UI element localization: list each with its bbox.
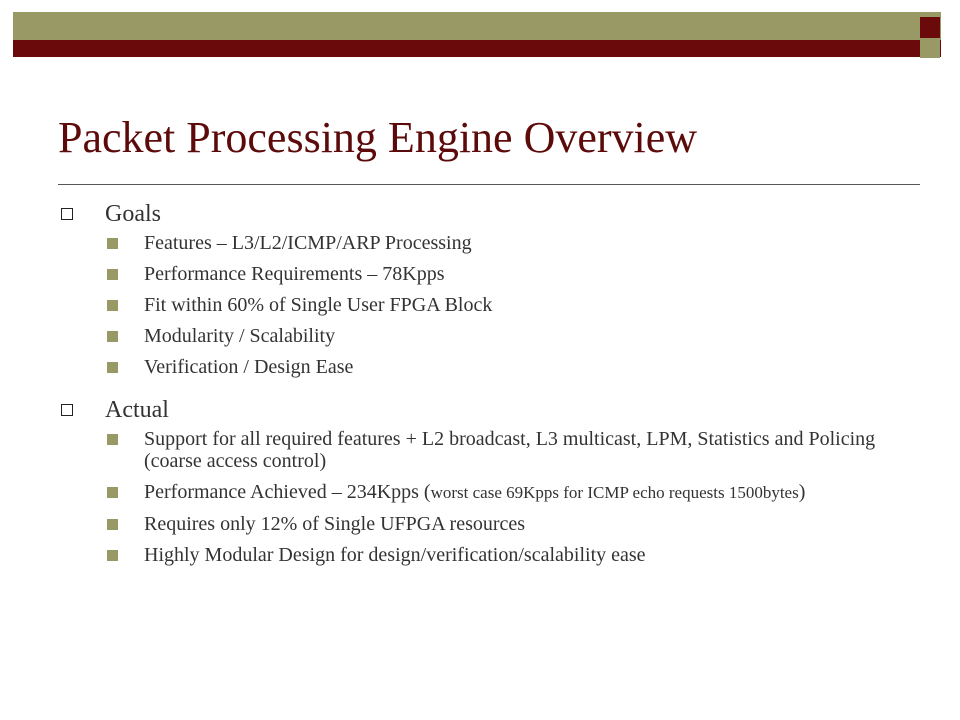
list-item-text: Performance Requirements – 78Kpps [144, 263, 445, 285]
list-item [58, 325, 918, 347]
filled-square-bullet-icon [107, 487, 118, 498]
slide-body [58, 196, 918, 575]
section-goals [58, 196, 918, 378]
list-item [58, 544, 918, 566]
hollow-square-bullet-icon [61, 404, 73, 416]
corner-square-maroon [920, 17, 940, 38]
section-actual [58, 392, 918, 566]
list-item-text: Verification / Design Ease [144, 356, 354, 378]
list-item [58, 481, 918, 504]
corner-square-olive [920, 40, 940, 58]
goals-list [58, 232, 918, 378]
filled-square-bullet-icon [107, 550, 118, 561]
list-item-text: Fit within 60% of Single User FPGA Block [144, 294, 493, 316]
list-item-text: Requires only 12% of Single UFPGA resources [144, 513, 526, 535]
filled-square-bullet-icon [107, 434, 118, 445]
list-item-text [144, 481, 918, 504]
bullet-goals [58, 196, 918, 232]
list-item-text-tail: ) [798, 481, 806, 503]
list-item-text-small: worst case 69Kpps for ICMP echo requests 1500bytes [430, 483, 799, 502]
list-item [58, 263, 918, 285]
title-divider [58, 184, 920, 185]
filled-square-bullet-icon [107, 362, 118, 373]
header-band-maroon [13, 40, 941, 57]
list-item-text-lead: Performance Achieved – 234Kpps ( [144, 481, 431, 503]
filled-square-bullet-icon [107, 238, 118, 249]
list-item-text: Highly Modular Design for design/verification/scalability ease [144, 544, 646, 566]
filled-square-bullet-icon [107, 300, 118, 311]
hollow-square-bullet-icon [61, 208, 73, 220]
filled-square-bullet-icon [107, 269, 118, 280]
list-item [58, 294, 918, 316]
list-item [58, 428, 918, 472]
section-heading: Actual [105, 396, 169, 423]
list-item-text: Modularity / Scalability [144, 325, 336, 347]
actual-list [58, 428, 918, 566]
list-item [58, 232, 918, 254]
section-heading: Goals [105, 200, 161, 227]
list-item-text: Support for all required features + L2 broadcast, L3 multicast, LPM, Statistics and Policing (coarse access control) [144, 428, 876, 472]
list-item [58, 513, 918, 535]
slide-title: Packet Processing Engine Overview [58, 113, 698, 162]
list-item-text: Features – L3/L2/ICMP/ARP Processing [144, 232, 472, 254]
filled-square-bullet-icon [107, 519, 118, 530]
list-item [58, 356, 918, 378]
filled-square-bullet-icon [107, 331, 118, 342]
bullet-actual [58, 392, 918, 428]
header-band-olive [13, 12, 941, 40]
